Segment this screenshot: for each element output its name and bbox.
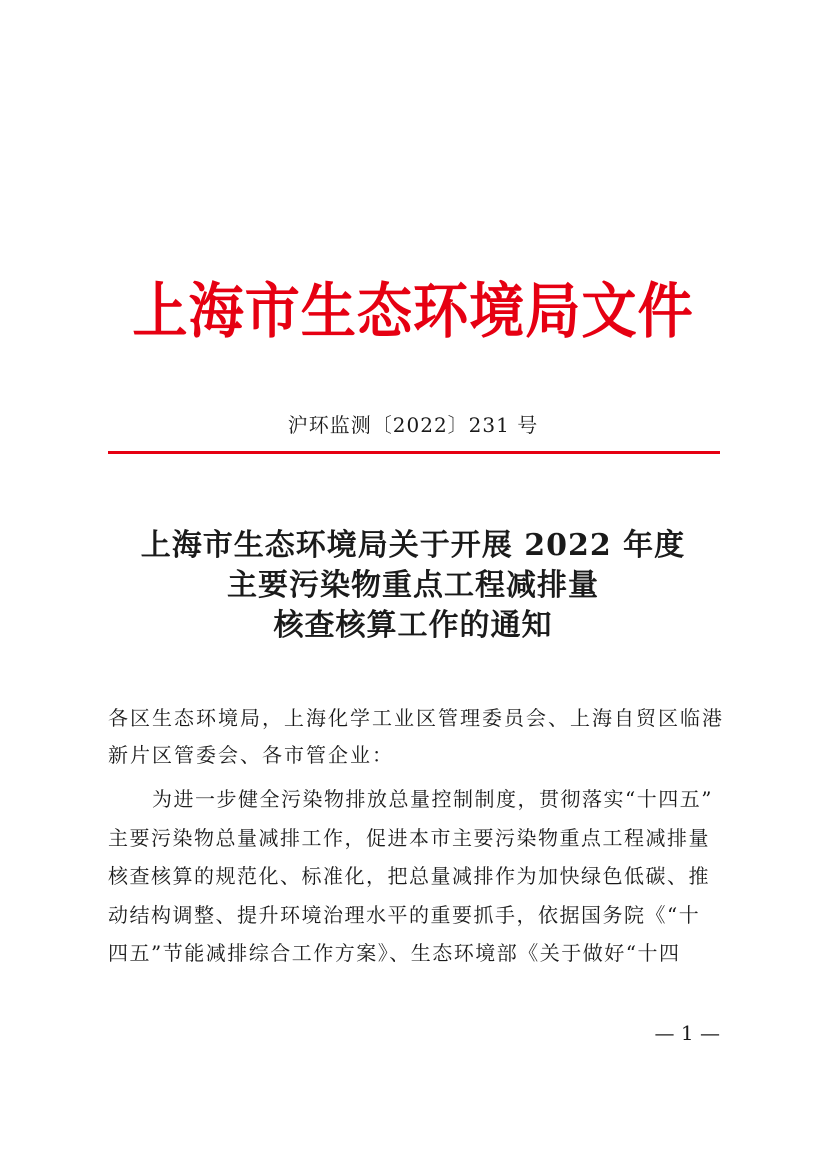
notice-title-line-1: 上海市生态环境局关于开展 2022 年度 (140, 528, 686, 563)
notice-title-line-2: 主要污染物重点工程减排量 (227, 568, 599, 603)
document-header-title: 上海市生态环境局文件 (132, 277, 694, 347)
red-divider-line (108, 451, 720, 454)
document-number: 沪环监测〔2022〕231 号 (287, 413, 539, 437)
paragraph-line-5: 四五”节能减排综合工作方案》、生态环境部《关于做好“十四 (108, 941, 681, 965)
salutation (108, 700, 724, 774)
salutation-line-1: 各区生态环境局，上海化学工业区管理委员会、上海自贸区临港 (108, 706, 724, 730)
page-number: — 1 — (654, 1021, 720, 1045)
paragraph-line-4: 动结构调整、提升环境治理水平的重要抓手，依据国务院《“十 (108, 902, 701, 927)
body-paragraph (108, 780, 720, 973)
notice-title-line-3: 核查核算工作的通知 (273, 608, 553, 643)
paragraph-line-1: 为进一步健全污染物排放总量控制制度，贯彻落实“十四五” (152, 787, 713, 811)
notice-title (0, 526, 826, 646)
salutation-line-2: 新片区管委会、各市管企业： (108, 743, 394, 767)
paragraph-line-3: 核查核算的规范化、标准化，把总量减排作为加快绿色低碳、推 (108, 864, 710, 888)
paragraph-line-2: 主要污染物总量减排工作，促进本市主要污染物重点工程减排量 (108, 825, 710, 850)
